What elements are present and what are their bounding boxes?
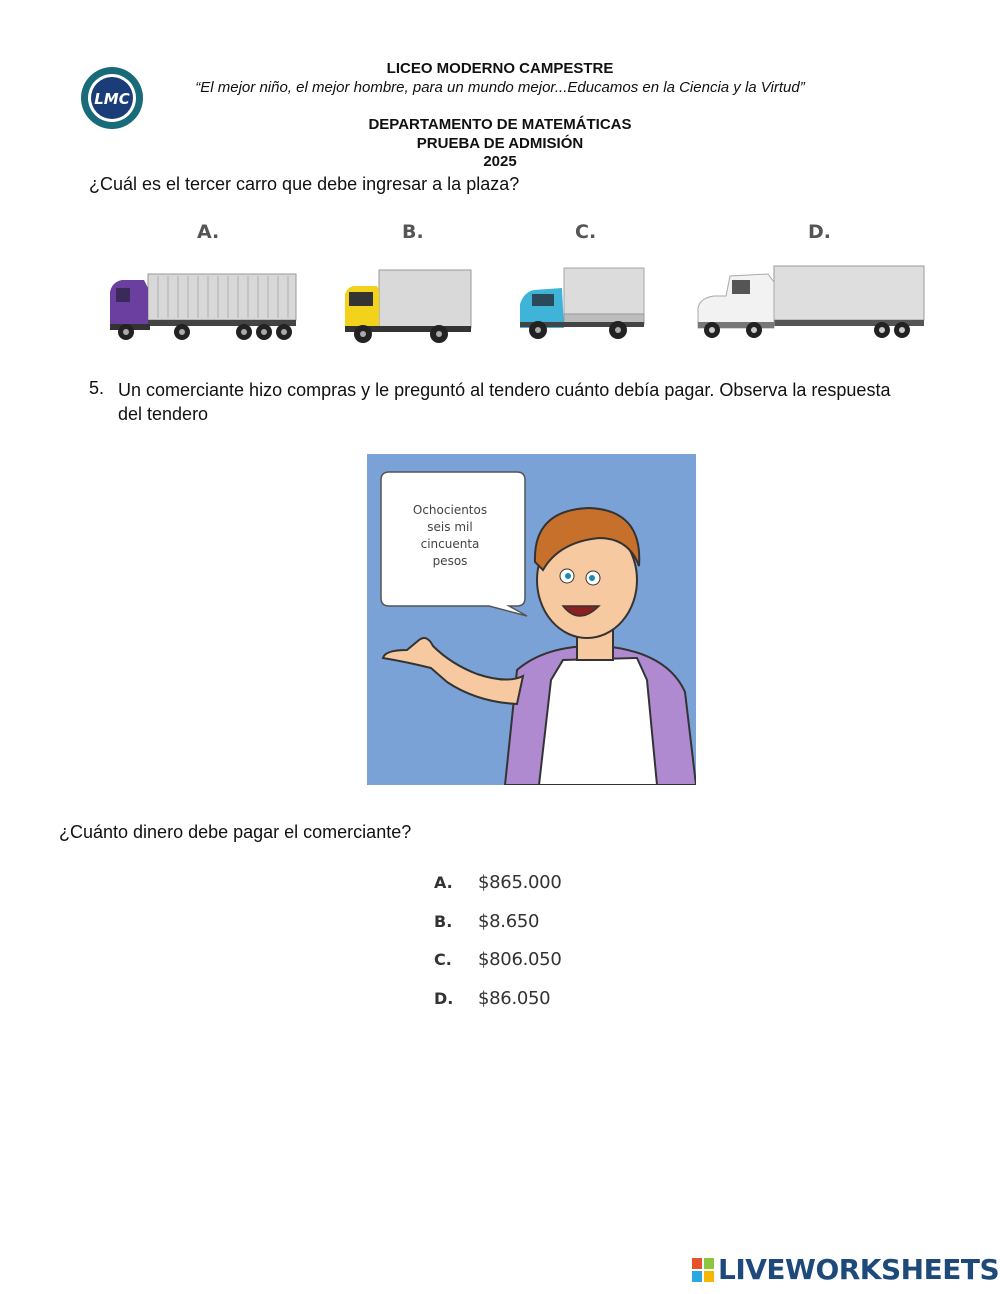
truck-option-c[interactable] <box>518 266 648 344</box>
answer-b-value: $8.650 <box>478 911 540 932</box>
answer-option-c[interactable] <box>434 949 562 974</box>
school-motto: “El mejor niño, el mejor hombre, para un mundo mejor...Educamos en la Ciencia y la Virtud” <box>195 79 805 96</box>
department-title: DEPARTAMENTO DE MATEMÁTICAS <box>368 116 632 133</box>
logo-text: LMC <box>94 90 130 108</box>
question-5-number: 5. <box>89 378 105 398</box>
answer-c-value: $806.050 <box>478 949 562 970</box>
school-name: LICEO MODERNO CAMPESTRE <box>386 60 614 77</box>
bubble-line-2: seis mil <box>427 520 473 534</box>
question-5-prompt: ¿Cuánto dinero debe pagar el comerciante? <box>59 822 412 842</box>
answer-option-d[interactable] <box>434 988 551 1013</box>
exam-year: 2025 <box>483 153 517 170</box>
bubble-line-1: Ochocientos <box>412 503 488 517</box>
bubble-line-4: pesos <box>432 554 468 568</box>
answer-a-letter: A. <box>434 873 453 892</box>
truck-option-b[interactable] <box>343 268 475 346</box>
option-c-label: C. <box>575 221 597 243</box>
liveworksheets-text: LIVEWORKSHEETS <box>718 1253 1000 1286</box>
answer-option-a[interactable] <box>434 872 562 897</box>
question-4-text: ¿Cuál es el tercer carro que debe ingresar a la plaza? <box>89 174 520 194</box>
answer-b-letter: B. <box>434 912 453 931</box>
answer-c-letter: C. <box>434 950 452 969</box>
answer-a-value: $865.000 <box>478 872 562 893</box>
truck-option-a[interactable] <box>108 268 300 344</box>
question-5-text: Un comerciante hizo compras y le preguntó al tendero cuánto debía pagar. Observa la respuesta del tendero <box>118 380 891 424</box>
option-a-label: A. <box>197 221 220 243</box>
liveworksheets-icon <box>692 1258 714 1282</box>
answer-d-value: $86.050 <box>478 988 551 1009</box>
option-b-label: B. <box>402 221 424 243</box>
bubble-line-3: cincuenta <box>420 537 480 551</box>
truck-option-d[interactable] <box>696 264 928 342</box>
answer-option-b[interactable] <box>434 911 540 936</box>
answer-d-letter: D. <box>434 989 454 1008</box>
liveworksheets-logo[interactable] <box>692 1253 1000 1286</box>
option-d-label: D. <box>808 221 831 243</box>
exam-title: PRUEBA DE ADMISIÓN <box>416 135 584 152</box>
speech-bubble-text <box>391 502 509 570</box>
